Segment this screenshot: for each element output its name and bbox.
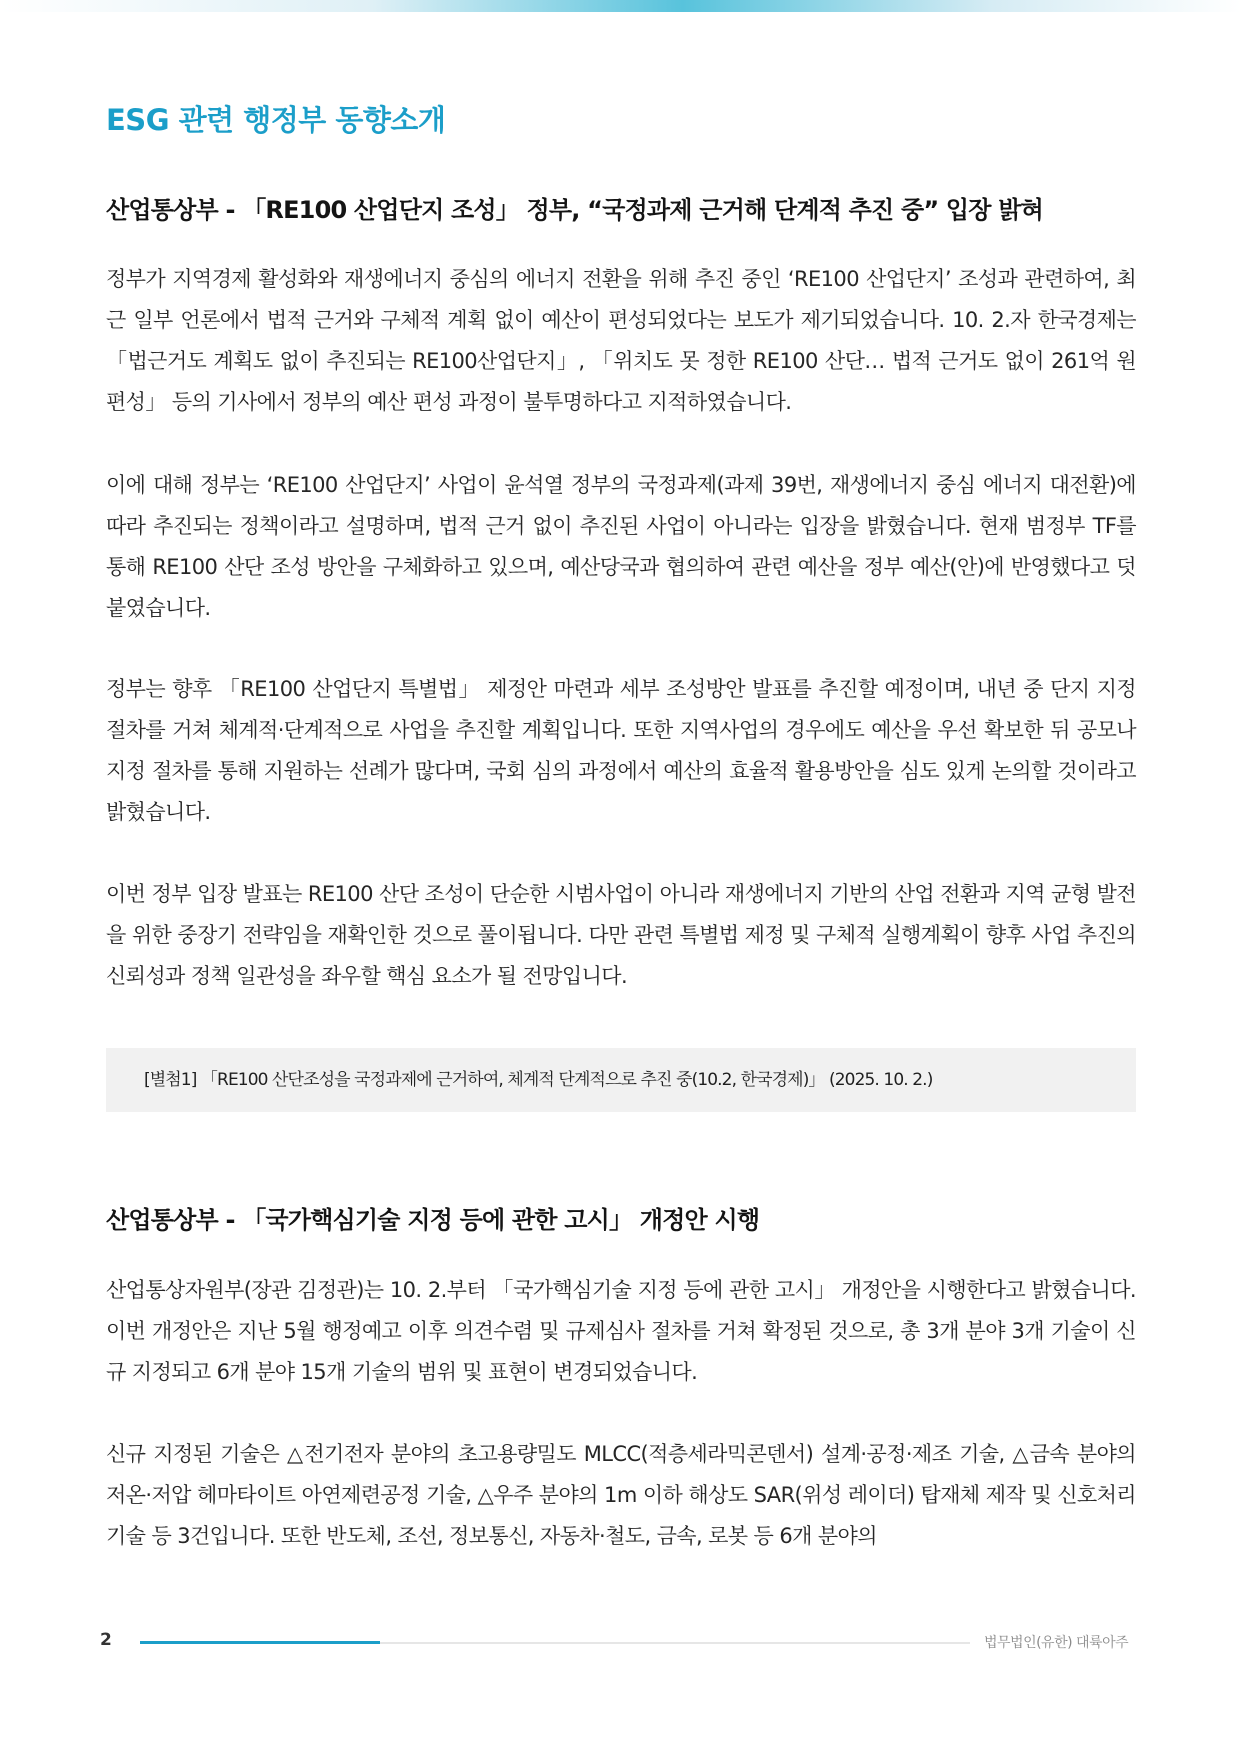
- section1-paragraph-2: 이에 대해 정부는 ‘RE100 산업단지’ 사업이 윤석열 정부의 국정과제(과제 39번, 재생에너지 중심 에너지 대전환)에 따라 추진되는 정책이라고 설명하며, 법적 근거 없이 추진된 사업이 아니라는 입장을 밝혔습니다. 현재 범정부 TF를 통해 RE100 산단 조성 방안을 구체화하고 있으며, 예산당국과 협의하여 관련 예산을 정부 예산(안)에 반영했다고 덧붙였습니다.: [106, 473, 1136, 620]
- section1-paragraph-4: 이번 정부 입장 발표는 RE100 산단 조성이 단순한 시범사업이 아니라 재생에너지 기반의 산업 전환과 지역 균형 발전을 위한 중장기 전략임을 재확인한 것으로 풀이됩니다. 다만 관련 특별법 제정 및 구체적 실행계획이 향후 사업 추진의 신뢰성과 정책 일관성을 좌우할 핵심 요소가 될 전망입니다.: [106, 882, 1136, 988]
- section1-heading: 산업통상부 - 「RE100 산업단지 조성」 정부, “국정과제 근거해 단계적 추진 중” 입장 밝혀: [106, 196, 1043, 224]
- section1-paragraph-1: 정부가 지역경제 활성화와 재생에너지 중심의 에너지 전환을 위해 추진 중인 ‘RE100 산업단지’ 조성과 관련하여, 최근 일부 언론에서 법적 근거와 구체적 계획 없이 예산이 편성되었다는 보도가 제기되었습니다. 10. 2.자 한국경제는 「법근거도 계획도 없이 추진되는 RE100산업단지」, 「위치도 못 정한 RE100 산단… 법적 근거도 없이 261억 원 편성」 등의 기사에서 정부의 예산 편성 과정이 불투명하다고 지적하였습니다.: [106, 267, 1136, 414]
- section2-paragraph-2: 신규 지정된 기술은 △전기전자 분야의 초고용량밀도 MLCC(적층세라믹콘덴서) 설계·공정·제조 기술, △금속 분야의 저온·저압 헤마타이트 아연제련공정 기술, △우주 분야의 1m 이하 해상도 SAR(위성 레이더) 탑재체 제작 및 신호처리 기술 등 3건입니다. 또한 반도체, 조선, 정보통신, 자동차·철도, 금속, 로봇 등 6개 분야의: [106, 1442, 1136, 1548]
- section1-paragraph-3: 정부는 향후 「RE100 산업단지 특별법」 제정안 마련과 세부 조성방안 발표를 추진할 예정이며, 내년 중 단지 지정 절차를 거쳐 체계적·단계적으로 사업을 추진할 계획입니다. 또한 지역사업의 경우에도 예산을 우선 확보한 뒤 공모나 지정 절차를 통해 지원하는 선례가 많다며, 국회 심의 과정에서 예산의 효율적 활용방안을 심도 있게 논의할 것이라고 밝혔습니다.: [106, 677, 1136, 824]
- page-number: 2: [100, 1630, 112, 1650]
- page-title: ESG 관련 행정부 동향소개: [106, 103, 446, 137]
- attachment-box: [106, 1048, 1136, 1112]
- footer-firm-name: 법무법인(유한) 대륙아주: [984, 1635, 1129, 1651]
- section2-heading: 산업통상부 - 「국가핵심기술 지정 등에 관한 고시」 개정안 시행: [106, 1206, 760, 1234]
- top-gradient-band: [0, 0, 1241, 12]
- attachment-link[interactable]: [별첨1] 「RE100 산단조성을 국정과제에 근거하여, 체계적 단계적으로 추진 중(10.2, 한국경제)」 (2025. 10. 2.): [144, 1070, 933, 1090]
- section2-paragraph-1: 산업통상자원부(장관 김정관)는 10. 2.부터 「국가핵심기술 지정 등에 관한 고시」 개정안을 시행한다고 밝혔습니다. 이번 개정안은 지난 5월 행정예고 이후 의견수렴 및 규제심사 절차를 거쳐 확정된 것으로, 총 3개 분야 3개 기술이 신규 지정되고 6개 분야 15개 기술의 범위 및 표현이 변경되었습니다.: [106, 1278, 1136, 1384]
- footer-divider-accent: [140, 1641, 380, 1644]
